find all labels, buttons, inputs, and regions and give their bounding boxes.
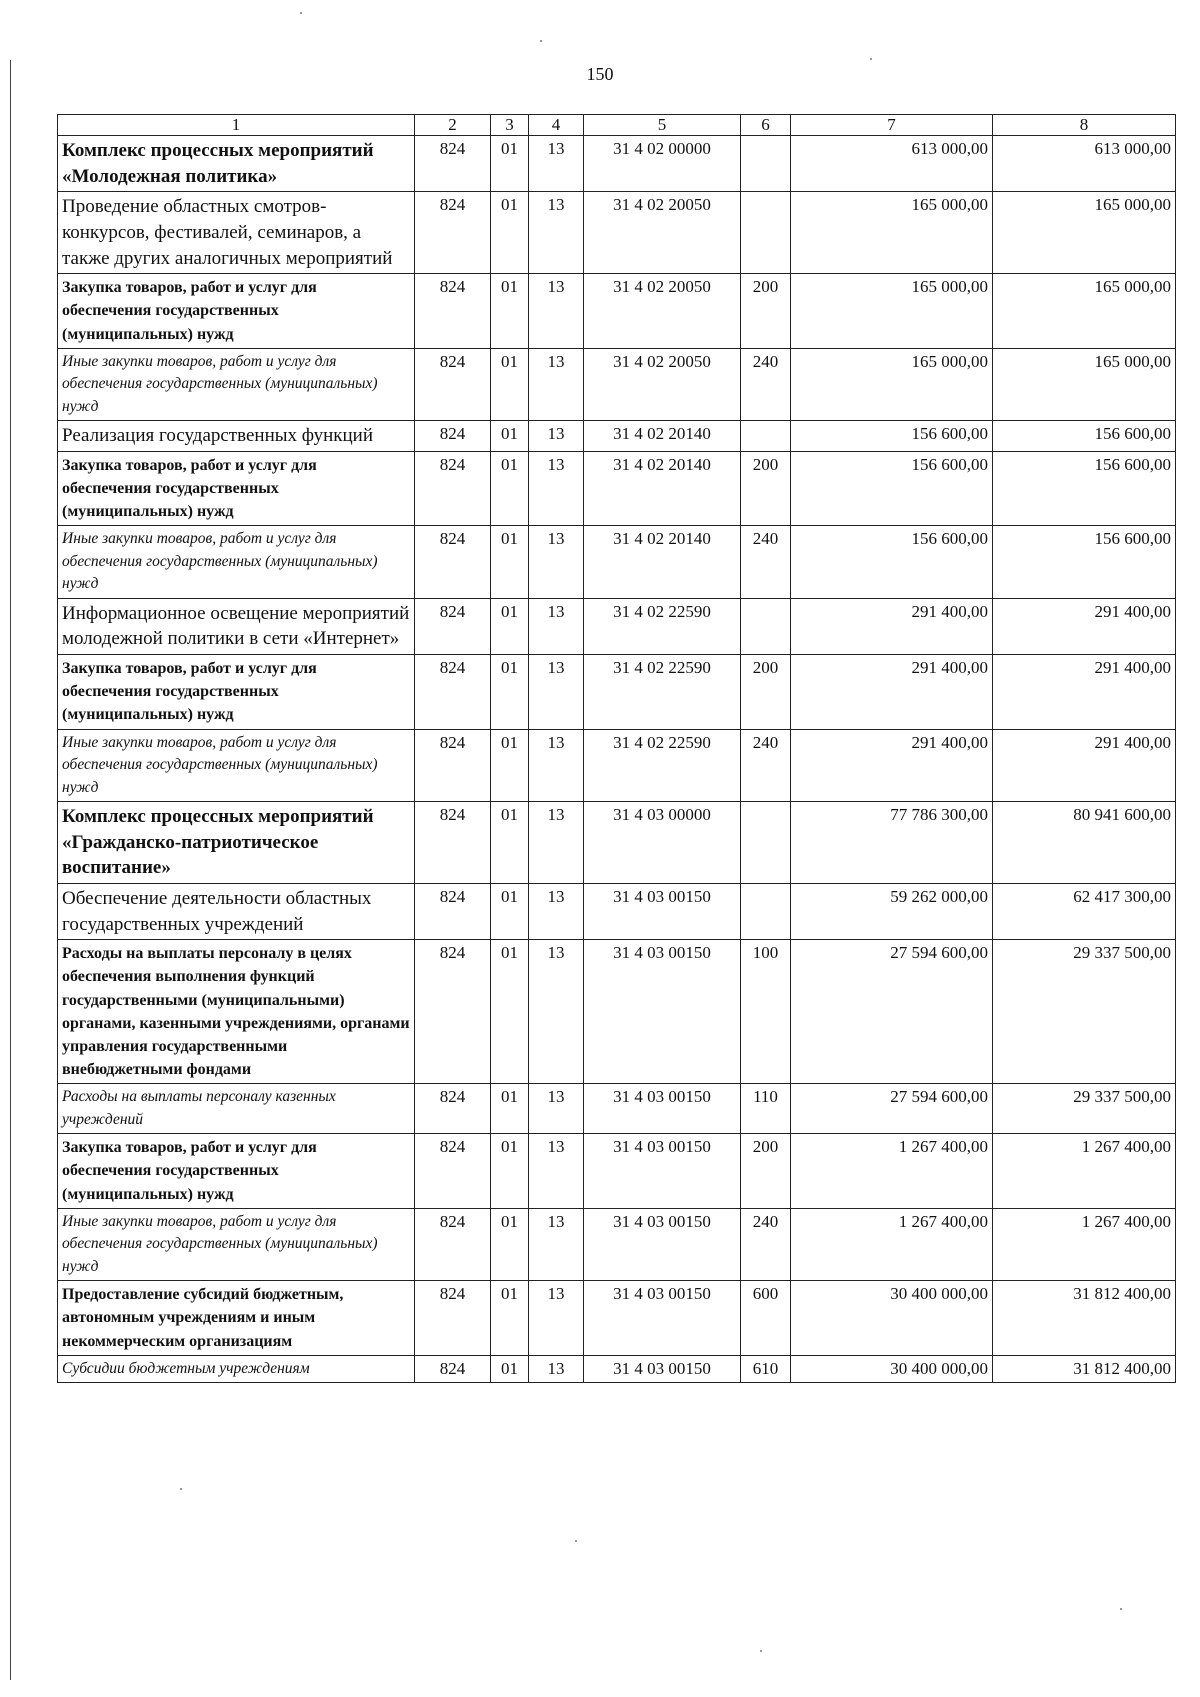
- section-code-cell: 01: [491, 1084, 529, 1134]
- amount-year1-cell: 27 594 600,00: [791, 940, 993, 1084]
- ministry-code-cell: 824: [415, 1281, 491, 1356]
- amount-year2-cell: 29 337 500,00: [993, 1084, 1176, 1134]
- scan-speck: [1120, 1608, 1122, 1610]
- ministry-code-cell: 824: [415, 883, 491, 939]
- expense-type-cell: 200: [741, 451, 791, 526]
- expense-type-cell: 240: [741, 526, 791, 598]
- section-code-cell: 01: [491, 421, 529, 452]
- amount-year2-cell: 291 400,00: [993, 655, 1176, 730]
- ministry-code-cell: 824: [415, 1134, 491, 1209]
- amount-year1-cell: 30 400 000,00: [791, 1281, 993, 1356]
- target-article-cell: 31 4 02 22590: [584, 729, 741, 801]
- table-row: [58, 526, 1176, 598]
- amount-year1-cell: 165 000,00: [791, 274, 993, 349]
- section-code-cell: 01: [491, 729, 529, 801]
- scan-speck: [300, 12, 302, 14]
- expense-name-cell: Расходы на выплаты персоналу казенных учреждений: [58, 1084, 415, 1134]
- ministry-code-cell: 824: [415, 451, 491, 526]
- target-article-cell: 31 4 02 20140: [584, 421, 741, 452]
- target-article-cell: 31 4 02 20050: [584, 274, 741, 349]
- expense-name-cell: Закупка товаров, работ и услуг для обеспечения государственных (муниципальных) нужд: [58, 451, 415, 526]
- scan-speck: [760, 1650, 762, 1652]
- table-row: [58, 883, 1176, 939]
- amount-year1-cell: 291 400,00: [791, 729, 993, 801]
- expense-name-cell: Закупка товаров, работ и услуг для обеспечения государственных (муниципальных) нужд: [58, 655, 415, 730]
- amount-year2-cell: 31 812 400,00: [993, 1281, 1176, 1356]
- section-code-cell: 01: [491, 883, 529, 939]
- amount-year2-cell: 80 941 600,00: [993, 802, 1176, 884]
- expense-type-cell: 200: [741, 274, 791, 349]
- expense-name-cell: Расходы на выплаты персоналу в целях обеспечения выполнения функций государственными (муниципальными) органами, казенными учреждениями, органами управления государственными внебюджетными фондами: [58, 940, 415, 1084]
- table-row: [58, 348, 1176, 420]
- expense-name-cell: Комплекс процессных мероприятий «Гражданско-патриотическое воспитание»: [58, 802, 415, 884]
- expense-type-cell: 100: [741, 940, 791, 1084]
- target-article-cell: 31 4 02 20140: [584, 451, 741, 526]
- table-row: [58, 655, 1176, 730]
- ministry-code-cell: 824: [415, 655, 491, 730]
- amount-year1-cell: 156 600,00: [791, 451, 993, 526]
- amount-year1-cell: 1 267 400,00: [791, 1134, 993, 1209]
- expense-name-cell: Иные закупки товаров, работ и услуг для обеспечения государственных (муниципальных) нужд: [58, 526, 415, 598]
- subsection-code-cell: 13: [529, 451, 584, 526]
- amount-year1-cell: 1 267 400,00: [791, 1208, 993, 1280]
- table-row: [58, 421, 1176, 452]
- target-article-cell: 31 4 03 00150: [584, 1355, 741, 1382]
- scan-speck: [180, 1488, 182, 1490]
- subsection-code-cell: 13: [529, 1355, 584, 1382]
- ministry-code-cell: 824: [415, 136, 491, 192]
- scan-speck: [870, 58, 872, 60]
- amount-year1-cell: 59 262 000,00: [791, 883, 993, 939]
- expense-name-cell: Обеспечение деятельности областных государственных учреждений: [58, 883, 415, 939]
- subsection-code-cell: 13: [529, 1084, 584, 1134]
- section-code-cell: 01: [491, 136, 529, 192]
- amount-year2-cell: 156 600,00: [993, 451, 1176, 526]
- amount-year2-cell: 613 000,00: [993, 136, 1176, 192]
- table-row: [58, 1281, 1176, 1356]
- ministry-code-cell: 824: [415, 729, 491, 801]
- amount-year1-cell: 165 000,00: [791, 192, 993, 274]
- scan-speck: [575, 1540, 577, 1542]
- expense-type-cell: 240: [741, 729, 791, 801]
- section-code-cell: 01: [491, 598, 529, 654]
- ministry-code-cell: 824: [415, 802, 491, 884]
- subsection-code-cell: 13: [529, 1134, 584, 1209]
- target-article-cell: 31 4 03 00150: [584, 1281, 741, 1356]
- table-row: [58, 940, 1176, 1084]
- section-code-cell: 01: [491, 655, 529, 730]
- subsection-code-cell: 13: [529, 883, 584, 939]
- table-row: [58, 192, 1176, 274]
- ministry-code-cell: 824: [415, 421, 491, 452]
- column-header-7: 7: [791, 115, 993, 136]
- table-row: [58, 136, 1176, 192]
- table-row: [58, 729, 1176, 801]
- amount-year1-cell: 156 600,00: [791, 421, 993, 452]
- expense-type-cell: 240: [741, 348, 791, 420]
- ministry-code-cell: 824: [415, 274, 491, 349]
- table-row: [58, 802, 1176, 884]
- subsection-code-cell: 13: [529, 802, 584, 884]
- section-code-cell: 01: [491, 348, 529, 420]
- ministry-code-cell: 824: [415, 526, 491, 598]
- section-code-cell: 01: [491, 940, 529, 1084]
- amount-year1-cell: 291 400,00: [791, 655, 993, 730]
- section-code-cell: 01: [491, 1281, 529, 1356]
- subsection-code-cell: 13: [529, 421, 584, 452]
- section-code-cell: 01: [491, 526, 529, 598]
- amount-year1-cell: 291 400,00: [791, 598, 993, 654]
- amount-year2-cell: 291 400,00: [993, 598, 1176, 654]
- expense-type-cell: [741, 598, 791, 654]
- subsection-code-cell: 13: [529, 192, 584, 274]
- amount-year1-cell: 27 594 600,00: [791, 1084, 993, 1134]
- subsection-code-cell: 13: [529, 1208, 584, 1280]
- target-article-cell: 31 4 03 00150: [584, 1134, 741, 1209]
- target-article-cell: 31 4 02 00000: [584, 136, 741, 192]
- amount-year1-cell: 30 400 000,00: [791, 1355, 993, 1382]
- section-code-cell: 01: [491, 192, 529, 274]
- ministry-code-cell: 824: [415, 940, 491, 1084]
- expense-name-cell: Информационное освещение мероприятий молодежной политики в сети «Интернет»: [58, 598, 415, 654]
- amount-year2-cell: 165 000,00: [993, 274, 1176, 349]
- column-header-1: 1: [58, 115, 415, 136]
- target-article-cell: 31 4 02 20050: [584, 192, 741, 274]
- expense-type-cell: 200: [741, 1134, 791, 1209]
- expense-type-cell: [741, 883, 791, 939]
- column-header-2: 2: [415, 115, 491, 136]
- table-row: [58, 1208, 1176, 1280]
- subsection-code-cell: 13: [529, 136, 584, 192]
- expense-name-cell: Иные закупки товаров, работ и услуг для обеспечения государственных (муниципальных) нужд: [58, 1208, 415, 1280]
- expense-name-cell: Закупка товаров, работ и услуг для обеспечения государственных (муниципальных) нужд: [58, 274, 415, 349]
- target-article-cell: 31 4 03 00150: [584, 1208, 741, 1280]
- column-header-4: 4: [529, 115, 584, 136]
- amount-year2-cell: 1 267 400,00: [993, 1208, 1176, 1280]
- amount-year1-cell: 156 600,00: [791, 526, 993, 598]
- table-row: [58, 451, 1176, 526]
- table-row: [58, 1355, 1176, 1382]
- expense-name-cell: Иные закупки товаров, работ и услуг для обеспечения государственных (муниципальных) нужд: [58, 729, 415, 801]
- section-code-cell: 01: [491, 802, 529, 884]
- expense-name-cell: Предоставление субсидий бюджетным, автономным учреждениям и иным некоммерческим организациям: [58, 1281, 415, 1356]
- column-header-6: 6: [741, 115, 791, 136]
- scan-speck: [540, 40, 542, 42]
- scan-binding-edge: [10, 60, 11, 1680]
- target-article-cell: 31 4 03 00150: [584, 883, 741, 939]
- expense-type-cell: 600: [741, 1281, 791, 1356]
- ministry-code-cell: 824: [415, 1355, 491, 1382]
- amount-year1-cell: 165 000,00: [791, 348, 993, 420]
- expense-type-cell: [741, 136, 791, 192]
- amount-year2-cell: 165 000,00: [993, 348, 1176, 420]
- table-body: [58, 136, 1176, 1383]
- subsection-code-cell: 13: [529, 274, 584, 349]
- column-header-5: 5: [584, 115, 741, 136]
- table-row: [58, 274, 1176, 349]
- target-article-cell: 31 4 03 00000: [584, 802, 741, 884]
- ministry-code-cell: 824: [415, 348, 491, 420]
- expense-type-cell: 610: [741, 1355, 791, 1382]
- budget-table: [57, 114, 1176, 1383]
- amount-year2-cell: 1 267 400,00: [993, 1134, 1176, 1209]
- expense-name-cell: Иные закупки товаров, работ и услуг для обеспечения государственных (муниципальных) нужд: [58, 348, 415, 420]
- subsection-code-cell: 13: [529, 1281, 584, 1356]
- ministry-code-cell: 824: [415, 192, 491, 274]
- ministry-code-cell: 824: [415, 1084, 491, 1134]
- expense-name-cell: Субсидии бюджетным учреждениям: [58, 1355, 415, 1382]
- target-article-cell: 31 4 03 00150: [584, 940, 741, 1084]
- target-article-cell: 31 4 02 22590: [584, 655, 741, 730]
- subsection-code-cell: 13: [529, 940, 584, 1084]
- ministry-code-cell: 824: [415, 1208, 491, 1280]
- amount-year2-cell: 31 812 400,00: [993, 1355, 1176, 1382]
- expense-name-cell: Проведение областных смотров-конкурсов, фестивалей, семинаров, а также других аналогичных мероприятий: [58, 192, 415, 274]
- target-article-cell: 31 4 02 22590: [584, 598, 741, 654]
- expense-type-cell: 110: [741, 1084, 791, 1134]
- expense-type-cell: 200: [741, 655, 791, 730]
- amount-year2-cell: 165 000,00: [993, 192, 1176, 274]
- table-header-row: [58, 115, 1176, 136]
- table-row: [58, 1084, 1176, 1134]
- expense-type-cell: [741, 802, 791, 884]
- subsection-code-cell: 13: [529, 348, 584, 420]
- expense-name-cell: Комплекс процессных мероприятий «Молодежная политика»: [58, 136, 415, 192]
- amount-year2-cell: 62 417 300,00: [993, 883, 1176, 939]
- column-header-8: 8: [993, 115, 1176, 136]
- amount-year2-cell: 291 400,00: [993, 729, 1176, 801]
- expense-name-cell: Реализация государственных функций: [58, 421, 415, 452]
- section-code-cell: 01: [491, 1355, 529, 1382]
- section-code-cell: 01: [491, 451, 529, 526]
- target-article-cell: 31 4 03 00150: [584, 1084, 741, 1134]
- section-code-cell: 01: [491, 274, 529, 349]
- subsection-code-cell: 13: [529, 655, 584, 730]
- amount-year1-cell: 77 786 300,00: [791, 802, 993, 884]
- expense-name-cell: Закупка товаров, работ и услуг для обеспечения государственных (муниципальных) нужд: [58, 1134, 415, 1209]
- target-article-cell: 31 4 02 20140: [584, 526, 741, 598]
- amount-year2-cell: 156 600,00: [993, 526, 1176, 598]
- subsection-code-cell: 13: [529, 598, 584, 654]
- section-code-cell: 01: [491, 1208, 529, 1280]
- section-code-cell: 01: [491, 1134, 529, 1209]
- amount-year2-cell: 29 337 500,00: [993, 940, 1176, 1084]
- target-article-cell: 31 4 02 20050: [584, 348, 741, 420]
- expense-type-cell: [741, 421, 791, 452]
- expense-type-cell: 240: [741, 1208, 791, 1280]
- subsection-code-cell: 13: [529, 729, 584, 801]
- table-row: [58, 598, 1176, 654]
- expense-type-cell: [741, 192, 791, 274]
- amount-year2-cell: 156 600,00: [993, 421, 1176, 452]
- subsection-code-cell: 13: [529, 526, 584, 598]
- ministry-code-cell: 824: [415, 598, 491, 654]
- table-row: [58, 1134, 1176, 1209]
- column-header-3: 3: [491, 115, 529, 136]
- amount-year1-cell: 613 000,00: [791, 136, 993, 192]
- page-number: 150: [586, 64, 614, 84]
